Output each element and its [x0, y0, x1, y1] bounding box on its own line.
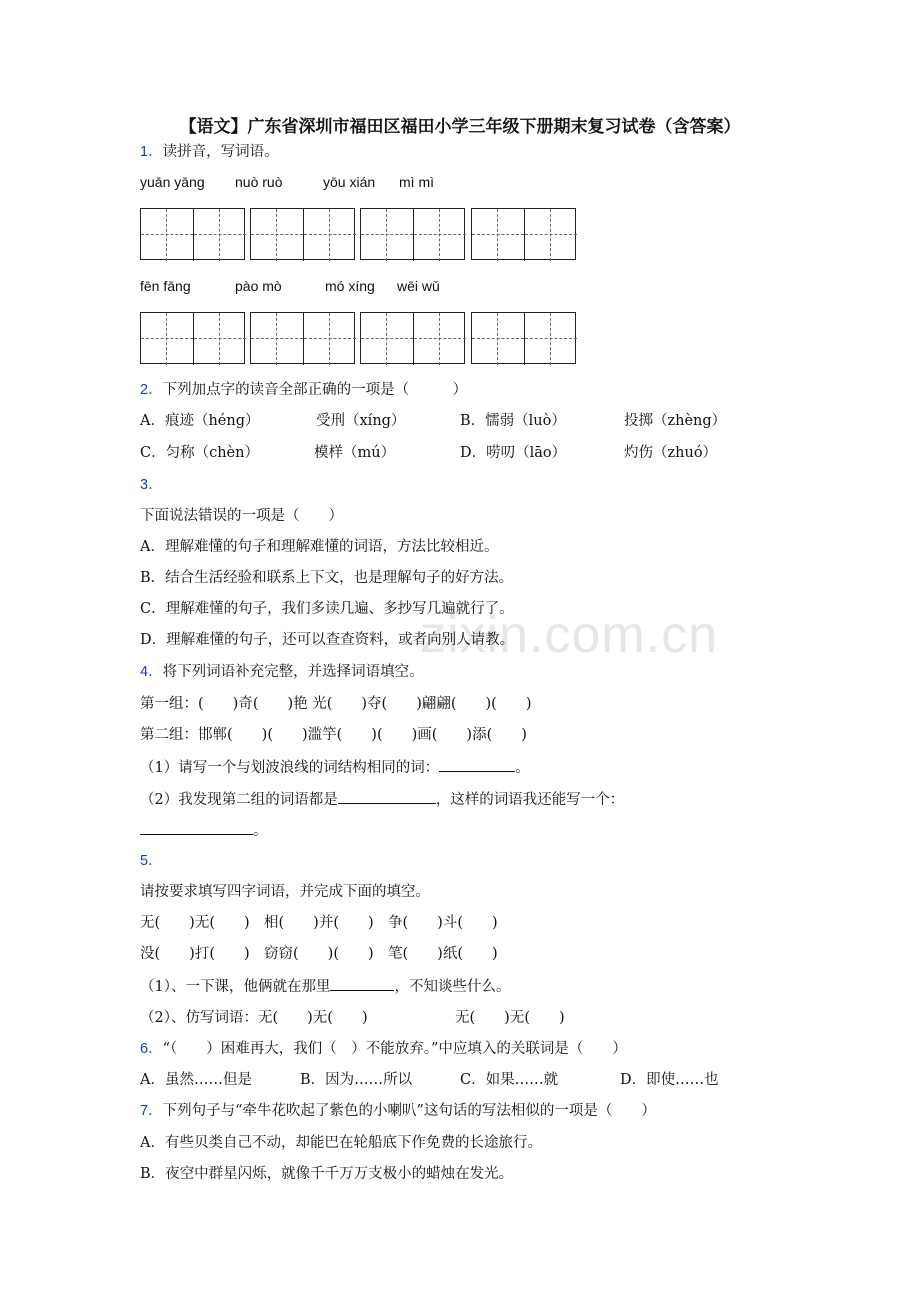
option-a[interactable]: A．有些贝类自己不动，却能巴在轮船底下作免费的长途旅行。: [140, 1135, 542, 1151]
answer-box[interactable]: [250, 208, 355, 260]
question-5-text: 请按要求填写四字词语，并完成下面的填空。: [140, 884, 430, 900]
pinyin-1-2: nuò ruò: [235, 174, 283, 190]
question-text: 下列加点字的读音全部正确的一项是（ ）: [162, 382, 468, 398]
sub-question-2: （2）、仿写词语：无( )无( ): [140, 1010, 368, 1026]
answer-blank[interactable]: [140, 820, 253, 835]
question-number: 2．: [140, 382, 163, 398]
option-d[interactable]: D．即使……也: [620, 1072, 719, 1088]
idiom-6: 笔( )纸( ): [388, 946, 498, 962]
option-c-word: 模样（mú）: [314, 445, 396, 461]
option-a[interactable]: A．虽然……但是: [140, 1072, 252, 1088]
page-title: 【语文】广东省深圳市福田区福田小学三年级下册期末复习试卷（含答案）: [179, 117, 741, 137]
answer-box[interactable]: [140, 312, 245, 364]
option-d-word: 灼伤（zhuó）: [624, 445, 718, 461]
idiom-4: 没( )打( ): [140, 946, 250, 962]
question-text: “（ ）困难再大，我们（ ）不能放弃。”中应填入的关联词是（ ）: [162, 1041, 627, 1057]
idiom-5: 窃窃( )( ): [264, 946, 374, 962]
pinyin-1-1: yuān yāng: [140, 174, 205, 190]
question-2: [140, 380, 467, 400]
option-a[interactable]: A．痕迹（héng）: [140, 413, 260, 429]
answer-box[interactable]: [471, 312, 576, 364]
pinyin-2-1: fēn fāng: [140, 278, 191, 294]
question-number: 6．: [140, 1041, 163, 1057]
option-b-word: 投掷（zhèng）: [624, 413, 727, 429]
pinyin-1-4: mì mì: [399, 174, 434, 190]
option-c[interactable]: C．如果……就: [460, 1072, 559, 1088]
answer-blank[interactable]: [439, 757, 515, 772]
pinyin-2-2: pào mò: [235, 278, 282, 294]
pinyin-2-4: wēi wǔ: [397, 278, 440, 294]
sub-question-1: （1）、一下课，他俩就在那里 ，不知谈些什么。: [140, 976, 510, 997]
idiom-1: 无( )无( ): [140, 915, 250, 931]
option-b[interactable]: B．夜空中群星闪烁，就像千千万万支极小的蜡烛在发光。: [140, 1166, 514, 1182]
idiom-2: 相( )并( ): [264, 915, 374, 931]
answer-box[interactable]: [360, 208, 465, 260]
question-3-text: 下面说法错误的一项是（ ）: [140, 508, 343, 524]
question-5-number: 5．: [140, 853, 163, 869]
question-7: [140, 1101, 656, 1121]
pinyin-2-3: mó xíng: [325, 278, 375, 294]
answer-box[interactable]: [140, 208, 245, 260]
answer-box[interactable]: [471, 208, 576, 260]
pinyin-1-3: yōu xián: [323, 174, 376, 190]
option-c[interactable]: C．理解难懂的句子，我们多读几遍、多抄写几遍就行了。: [140, 601, 514, 617]
option-b[interactable]: B．懦弱（luò）: [460, 413, 566, 429]
option-a[interactable]: A．理解难懂的句子和理解难懂的词语，方法比较相近。: [140, 539, 499, 555]
sub-question-2-continued: 。: [140, 820, 268, 841]
idiom-3: 争( )斗( ): [388, 915, 498, 931]
question-text: 将下列词语补充完整，并选择词语填空。: [162, 664, 424, 680]
option-c[interactable]: C．匀称（chèn）: [140, 445, 259, 461]
word-group-1: 第一组：( )奇( )艳 光( )夺( )翩翩( )( ): [140, 696, 532, 712]
sub-question-1: （1）请写一个与划波浪线的词结构相同的词： 。: [140, 757, 530, 778]
answer-box[interactable]: [250, 312, 355, 364]
answer-box[interactable]: [360, 312, 465, 364]
watermark: zixin.com.cn: [420, 606, 719, 664]
option-b[interactable]: B．结合生活经验和联系上下文，也是理解句子的好方法。: [140, 570, 514, 586]
sub-question-2-example: 无( )无( ): [455, 1010, 565, 1026]
option-b[interactable]: B．因为……所以: [300, 1072, 413, 1088]
question-text: 读拼音，写词语。: [162, 144, 279, 160]
question-number: 7．: [140, 1103, 163, 1119]
option-d[interactable]: D．唠叨（lāo）: [460, 445, 567, 461]
option-d[interactable]: D．理解难懂的句子，还可以查查资料，或者向别人请教。: [140, 632, 515, 648]
option-a-word: 受刑（xíng）: [316, 413, 406, 429]
question-number: 1．: [140, 144, 163, 160]
question-3-number: 3．: [140, 477, 163, 493]
question-6: [140, 1039, 627, 1059]
question-4: [140, 662, 424, 682]
question-number: 4．: [140, 664, 163, 680]
question-text: 下列句子与“牵牛花吹起了紫色的小喇叭”这句话的写法相似的一项是（ ）: [162, 1103, 656, 1119]
answer-blank[interactable]: [338, 789, 436, 804]
sub-question-2: （2）我发现第二组的词语都是 ，这样的词语我还能写一个：: [140, 789, 624, 810]
answer-blank[interactable]: [330, 976, 394, 991]
question-1: [140, 142, 279, 162]
word-group-2: 第二组：邯郸( )( )滥竽( )( )画( )添( ): [140, 727, 527, 743]
